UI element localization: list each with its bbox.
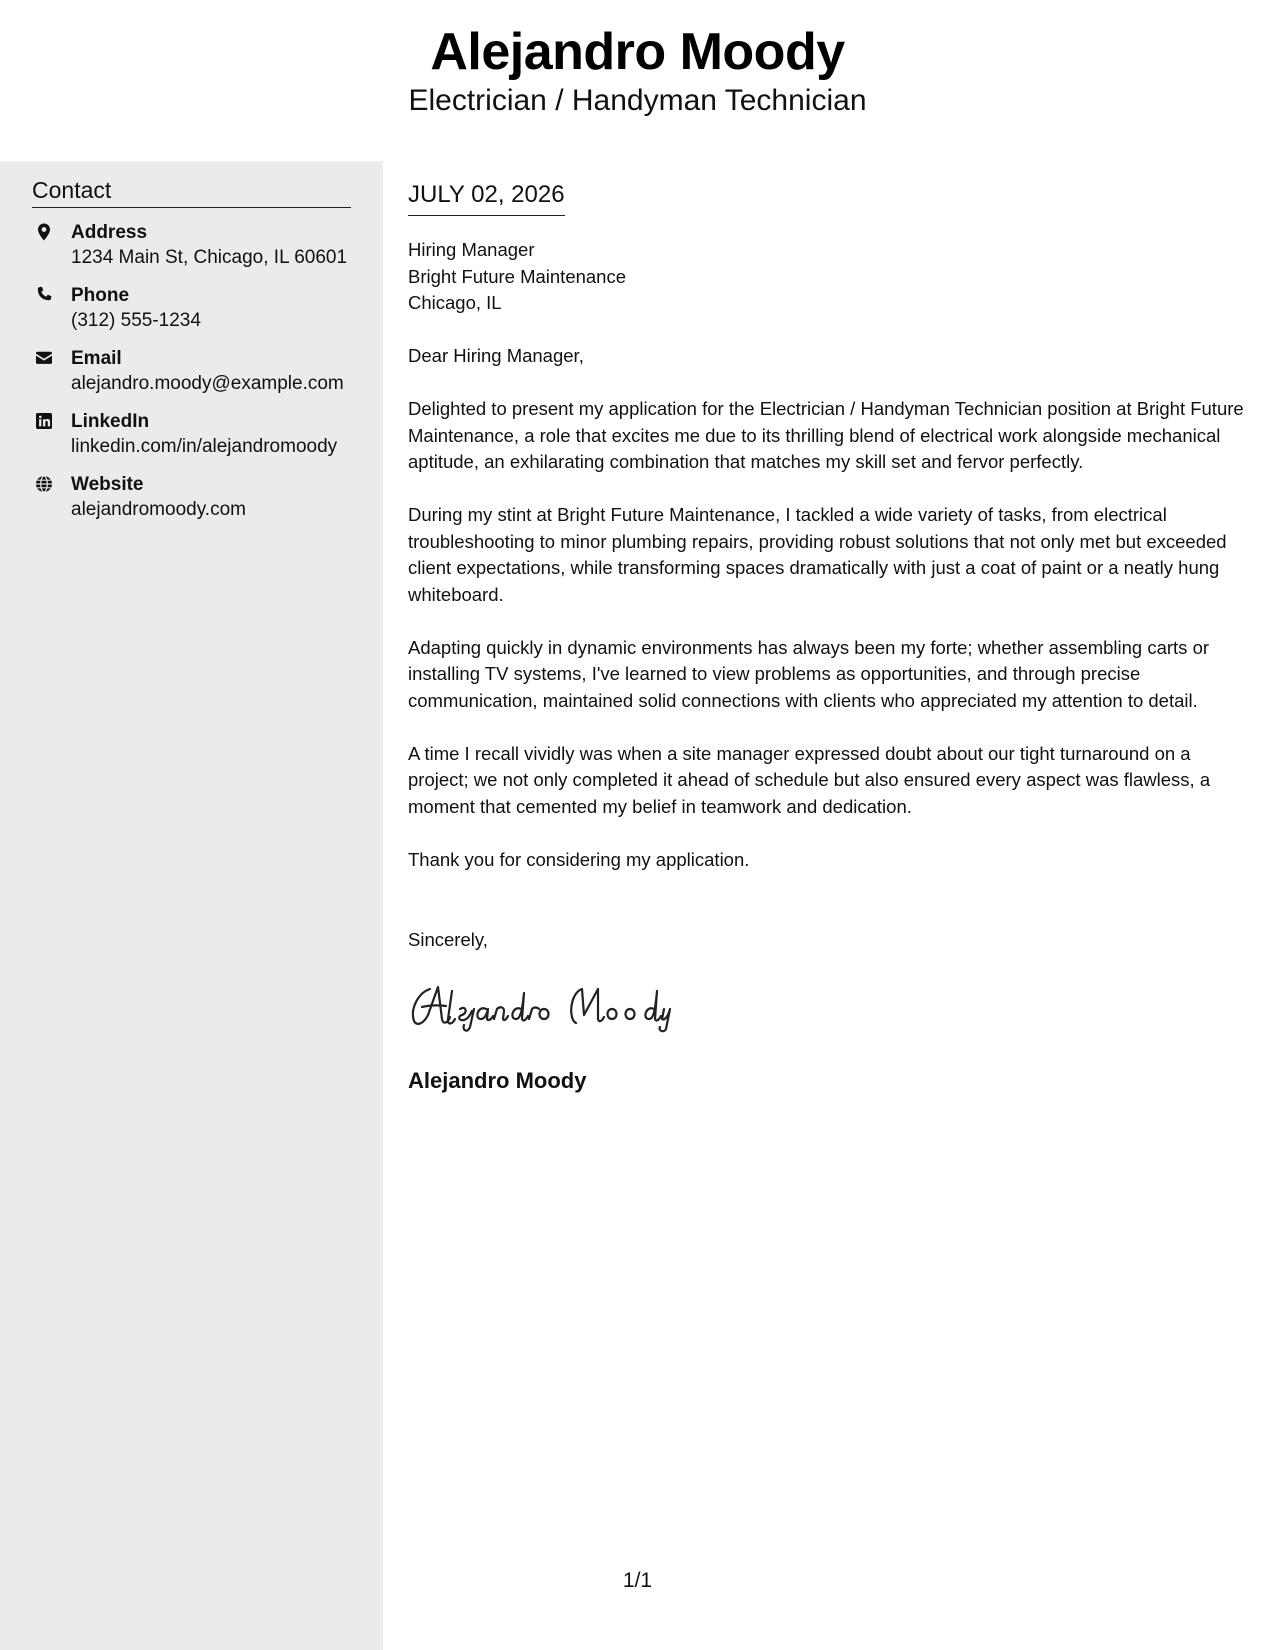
contact-label: Website	[71, 474, 144, 495]
contact-sidebar	[0, 161, 383, 1650]
contact-list	[32, 221, 372, 536]
envelope-icon	[34, 348, 54, 368]
phone-value: (312) 555-1234	[71, 310, 201, 331]
job-title: Electrician / Handyman Technician	[408, 84, 867, 117]
recipient-line: Hiring Manager	[408, 239, 535, 260]
letter-date: JULY 02, 2026	[408, 179, 565, 216]
letter-text	[408, 343, 1253, 900]
website-value: alejandromoody.com	[71, 499, 246, 520]
contact-label: LinkedIn	[71, 411, 150, 432]
salutation: Dear Hiring Manager,	[408, 345, 584, 366]
applicant-name: Alejandro Moody	[430, 23, 845, 81]
contact-item-phone	[32, 284, 372, 347]
contact-label: Address	[71, 222, 148, 243]
letter-paragraph: During my stint at Bright Future Maintenance, I tackled a wide variety of tasks, from electrical troubleshooting to minor plumbing repairs, providing robust solutions that not only met but exceeded client expectations, while transforming spaces dramatically with just a coat of paint or a neatly hung whiteboard.	[408, 504, 1227, 605]
linkedin-value: linkedin.com/in/alejandromoody	[71, 436, 338, 457]
contact-heading: Contact	[32, 175, 351, 208]
email-value: alejandro.moody@example.com	[71, 373, 344, 394]
handwritten-signature	[408, 979, 678, 1033]
recipient-block	[408, 237, 626, 317]
signature-name: Alejandro Moody	[408, 1068, 587, 1093]
letter-header	[0, 0, 1275, 161]
contact-item-website	[32, 473, 372, 536]
contact-item-address	[32, 221, 372, 284]
recipient-line: Chicago, IL	[408, 292, 502, 313]
recipient-line: Bright Future Maintenance	[408, 265, 627, 287]
globe-icon	[34, 474, 54, 494]
phone-icon	[34, 285, 54, 305]
letter-paragraph: Delighted to present my application for the Electrician / Handyman Technician position at Bright Future Maintenance, a role that excites me due to its thrilling blend of electrical work alongside mechanical aptitude, an exhilarating combination that matches my skill set and fervor perfectly.	[408, 398, 1244, 472]
contact-label: Email	[71, 348, 122, 369]
letter-paragraph: A time I recall vividly was when a site manager expressed doubt about our tight turnaround on a project; we not only completed it ahead of schedule but also ensured every aspect was flawless, a moment that cemented my belief in teamwork and dedication.	[408, 742, 1211, 817]
map-pin-icon	[34, 222, 54, 242]
contact-item-email	[32, 347, 372, 410]
closing: Sincerely,	[408, 929, 488, 950]
letter-paragraph: Adapting quickly in dynamic environments has always been my forte; whether assembling carts or installing TV systems, I've learned to view problems as opportunities, and through precise communication, maintained solid connections with clients who appreciated my attention to detail.	[408, 636, 1210, 711]
letter-paragraph: Thank you for considering my application.	[408, 848, 750, 870]
page-number: 1/1	[622, 1569, 653, 1592]
contact-label: Phone	[71, 285, 130, 306]
address-value: 1234 Main St, Chicago, IL 60601	[71, 247, 348, 268]
linkedin-icon	[34, 411, 54, 431]
contact-item-linkedin	[32, 410, 372, 473]
